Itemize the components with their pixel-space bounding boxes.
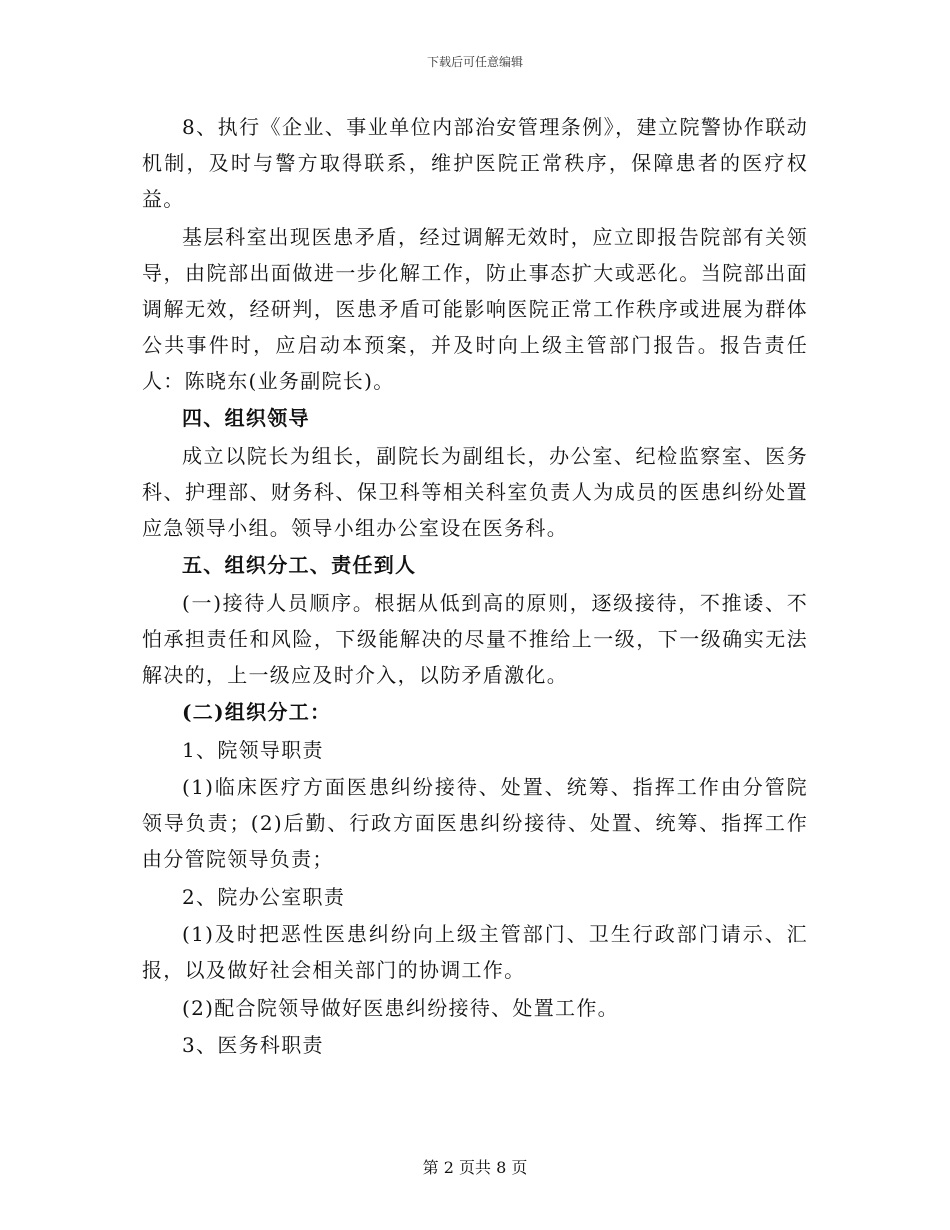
paragraph-hospital-office-duty-2: (2)配合院领导做好医患纠纷接待、处置工作。 — [182, 995, 619, 1020]
paragraph-hospital-leaders-duties: (1)临床医疗方面医患纠纷接待、处置、统筹、指挥工作由分管院领导负责；(2)后勤、行政方面医患纠纷接待、处置、统筹、指挥工作由分管院领导负责； — [142, 775, 808, 871]
paragraph-hospital-office-duty-1: (1)及时把恶性医患纠纷向上级主管部门、卫生行政部门请示、汇报，以及做好社会相关部门的协调工作。 — [142, 922, 808, 982]
section-heading-division-of-labor: 五、组织分工、责任到人 — [182, 553, 417, 577]
document-body — [142, 109, 808, 1065]
item-heading-hospital-office: 2、院办公室职责 — [182, 884, 346, 909]
subheading-organization-division: (二)组织分工： — [182, 700, 332, 724]
item-heading-medical-affairs: 3、医务科职责 — [182, 1033, 324, 1057]
page-header-note: 下载后可任意编辑 — [426, 55, 523, 69]
paragraph-escalation: 基层科室出现医患矛盾，经过调解无效时，应立即报告院部有关领导，由院部出面做进一步化解工作，防止事态扩大或恶化。当院部出面调解无效，经研判，医患矛盾可能影响医院正常工作秩序或进展为群体公共事件时，应启动本预案，并及时向上级主管部门报告。报告责任人：陈晓东(业务副院长)。 — [142, 224, 808, 393]
item-heading-hospital-leaders: 1、院领导职责 — [182, 737, 324, 762]
paragraph-leadership-group: 成立以院长为组长，副院长为副组长，办公室、纪检监察室、医务科、护理部、财务科、保卫科等相关科室负责人为成员的医患纠纷处置应急领导小组。领导小组办公室设在医务科。 — [142, 443, 808, 540]
section-heading-organization-leadership: 四、组织领导 — [182, 406, 310, 430]
paragraph-item-8: 8、执行《企业、事业单位内部治安管理条例》，建立院警协作联动机制，及时与警方取得联系，维护医院正常秩序，保障患者的医疗权益。 — [142, 115, 808, 211]
paragraph-reception-order: (一)接待人员顺序。根据从低到高的原则，逐级接待，不推诿、不怕承担责任和风险，下级能解决的尽量不推给上一级，下一级确实无法解决的，上一级应及时介入，以防矛盾激化。 — [142, 590, 808, 687]
page-number: 第 2 页共 8 页 — [422, 1158, 528, 1177]
